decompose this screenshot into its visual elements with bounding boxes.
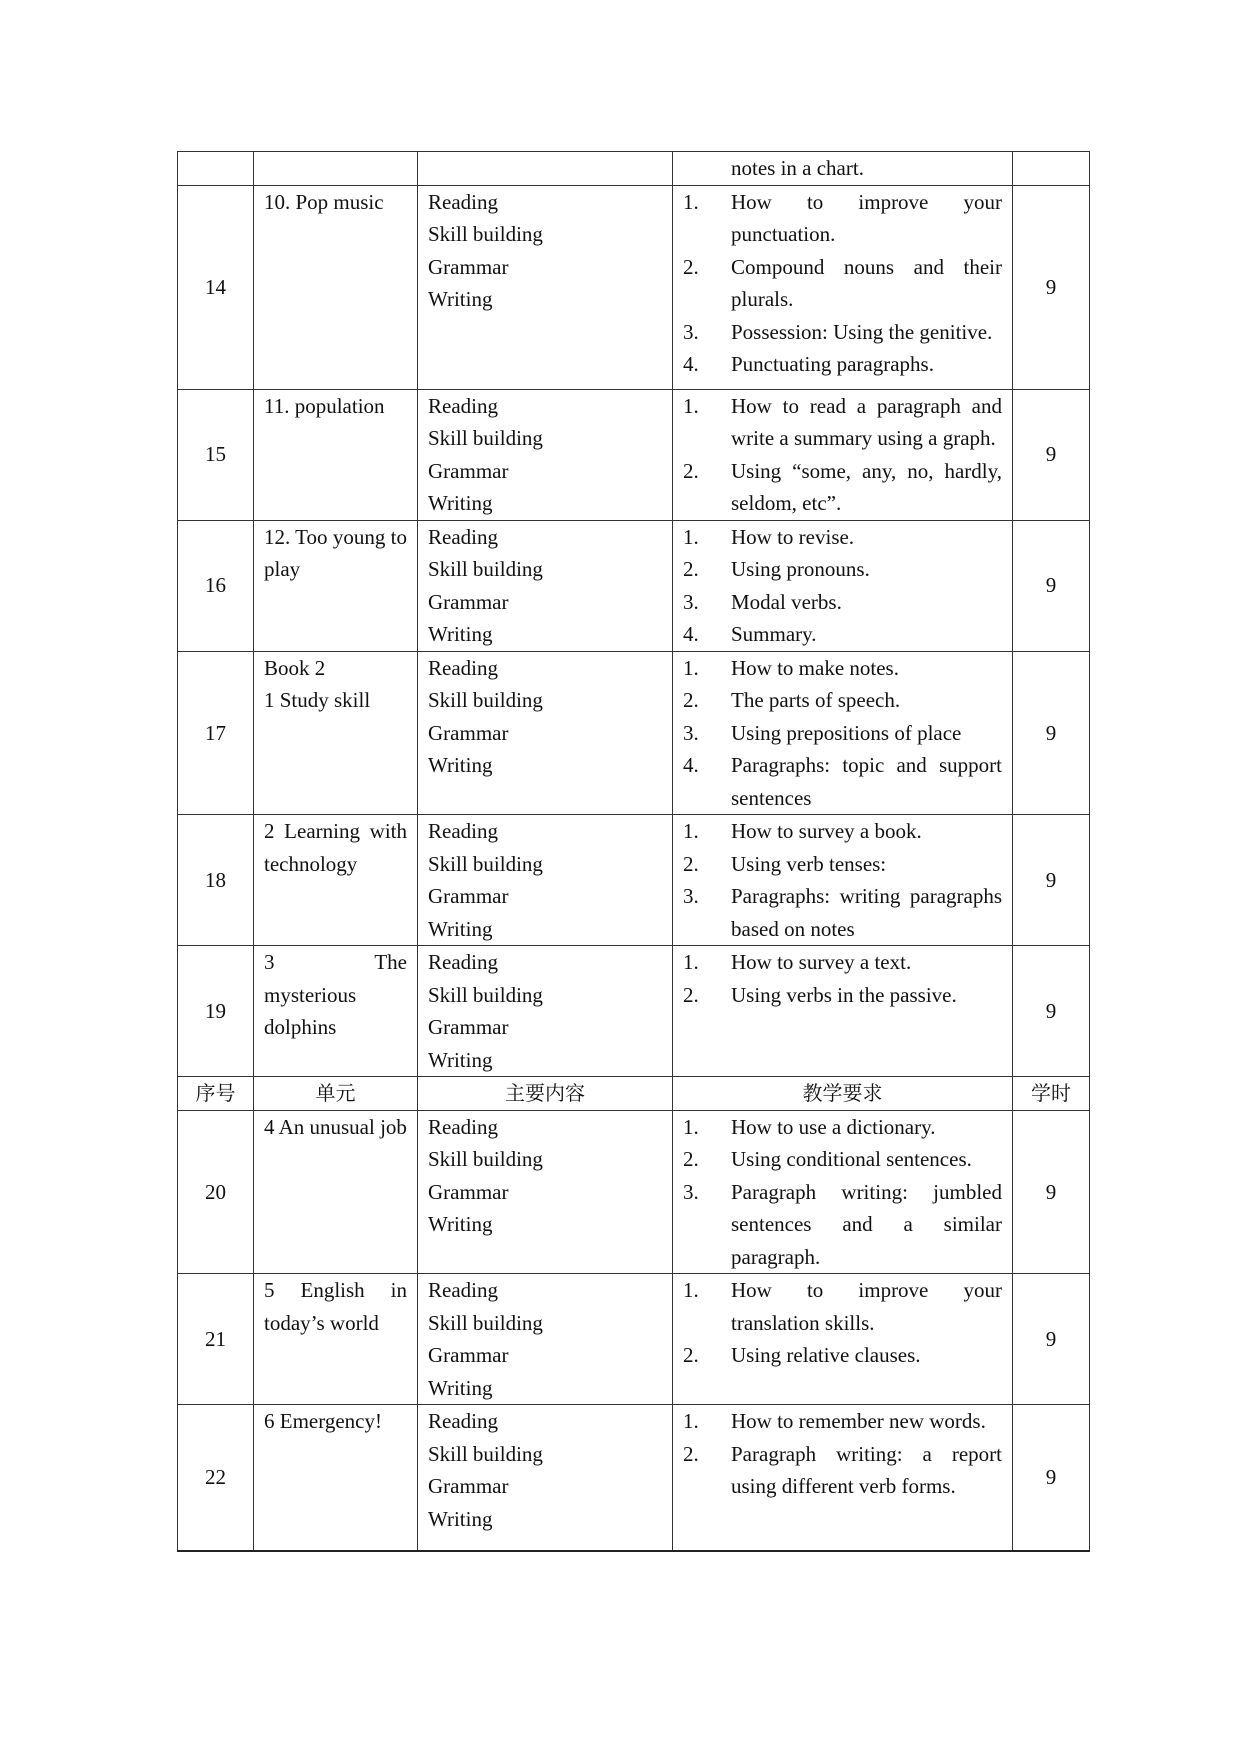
- requirement-number: 3.: [683, 319, 699, 344]
- content-item: Skill building: [428, 688, 543, 712]
- requirement-number: 1.: [683, 950, 699, 974]
- table-row: [178, 815, 1090, 946]
- requirements-list: [683, 390, 1002, 520]
- requirement-item: [683, 1176, 1002, 1274]
- hours-value: 9: [1013, 651, 1090, 815]
- requirement-item: [683, 1405, 1002, 1438]
- content-cell: [418, 389, 673, 520]
- content-item: Grammar: [428, 720, 509, 745]
- requirement-text: How to remember new words.: [731, 1409, 986, 1433]
- header-requirements: 教学要求: [673, 1077, 1013, 1111]
- requirement-text: How to improve your punctuation.: [731, 189, 1002, 246]
- content-item: Grammar: [428, 1343, 509, 1367]
- hours-value: 9: [1013, 1274, 1090, 1405]
- unit-name: 5 English in today’s world: [264, 1278, 407, 1335]
- unit-name: 2 Learning with technology: [264, 819, 407, 876]
- requirements-cell: [673, 185, 1013, 389]
- requirement-text: Using conditional sentences.: [731, 1147, 972, 1171]
- requirements-cell: [673, 520, 1013, 651]
- table-header-row: [178, 1077, 1090, 1111]
- content-item: Skill building: [428, 426, 543, 450]
- requirements-list: [683, 521, 1002, 651]
- requirement-item: [683, 1438, 1002, 1503]
- hours-value: 9: [1013, 946, 1090, 1077]
- content-item: Reading: [428, 950, 498, 974]
- requirement-text: Possession: Using the genitive.: [731, 319, 993, 344]
- unit-cell: [254, 152, 418, 186]
- requirements-list: [683, 815, 1002, 945]
- content-cell: [418, 1110, 673, 1274]
- requirement-item: [683, 455, 1002, 520]
- requirement-text: Using pronouns.: [731, 557, 870, 581]
- requirement-item: [683, 946, 1002, 979]
- row-number: 22: [178, 1405, 254, 1551]
- requirement-number: 1.: [683, 524, 699, 549]
- requirement-item: [683, 684, 1002, 717]
- requirements-cell: [673, 1274, 1013, 1405]
- requirement-number: 1.: [683, 1114, 699, 1139]
- requirement-item: [683, 848, 1002, 881]
- content-item: Grammar: [428, 458, 509, 483]
- requirement-number: 2.: [683, 982, 699, 1007]
- requirement-text: How to survey a text.: [731, 950, 912, 974]
- unit-cell: [254, 1405, 418, 1551]
- header-content: 主要内容: [418, 1077, 673, 1111]
- requirement-item: [683, 1339, 1002, 1372]
- requirement-text: Using verbs in the passive.: [731, 982, 957, 1007]
- unit-cell: [254, 389, 418, 520]
- requirement-text: Compound nouns and their plurals.: [731, 254, 1002, 311]
- requirements-list: [683, 946, 1002, 1011]
- requirement-text: Using “some, any, no, hardly, seldom, etc”.: [731, 458, 1002, 515]
- requirement-number: 1.: [683, 1409, 699, 1433]
- requirement-number: 4.: [683, 622, 699, 646]
- header-hours: 学时: [1013, 1077, 1090, 1111]
- requirement-number: 2.: [683, 557, 699, 581]
- content-item: Reading: [428, 189, 498, 214]
- requirement-item: [683, 251, 1002, 316]
- content-item: Grammar: [428, 589, 509, 614]
- unit-cell: [254, 520, 418, 651]
- content-cell: [418, 946, 673, 1077]
- content-item: Writing: [428, 622, 493, 646]
- table-row: [178, 389, 1090, 520]
- unit-cell: [254, 815, 418, 946]
- table-row: [178, 1274, 1090, 1405]
- content-item: Writing: [428, 491, 493, 515]
- requirement-number: 4.: [683, 352, 699, 376]
- requirement-number: 2.: [683, 254, 699, 279]
- row-number: 19: [178, 946, 254, 1077]
- requirement-text: Paragraph writing: jumbled sentences and a similar paragraph.: [731, 1179, 1002, 1269]
- row-number: 14: [178, 185, 254, 389]
- requirement-number: 2.: [683, 851, 699, 876]
- row-number: 20: [178, 1110, 254, 1274]
- requirement-number: 1.: [683, 189, 699, 214]
- row-number: 15: [178, 389, 254, 520]
- requirement-text: Paragraph writing: a report using different verb forms.: [731, 1441, 1002, 1498]
- requirement-item: [683, 1274, 1002, 1339]
- unit-name: 11. population: [264, 393, 385, 418]
- content-item: Grammar: [428, 1015, 509, 1039]
- requirement-item: [683, 186, 1002, 251]
- unit-name: 4 An unusual job: [264, 1114, 407, 1139]
- hours-value: 9: [1013, 520, 1090, 651]
- content-item: Grammar: [428, 1474, 509, 1498]
- requirement-item: [683, 521, 1002, 554]
- requirement-text: How to read a paragraph and write a summary using a graph.: [731, 393, 1002, 450]
- requirements-list: [683, 1111, 1002, 1274]
- row-number: 21: [178, 1274, 254, 1405]
- content-item: Writing: [428, 1506, 493, 1531]
- requirement-item: [683, 815, 1002, 848]
- content-item: Reading: [428, 1114, 498, 1139]
- requirements-cell: [673, 946, 1013, 1077]
- requirements-cell: [673, 152, 1013, 186]
- content-item: Writing: [428, 287, 493, 311]
- requirement-text: How to revise.: [731, 524, 855, 549]
- requirement-item: [683, 652, 1002, 685]
- content-item: Skill building: [428, 1147, 543, 1171]
- requirement-text: Summary.: [731, 622, 817, 646]
- content-item: Grammar: [428, 884, 509, 908]
- requirements-cell: [673, 815, 1013, 946]
- requirement-text: How to improve your translation skills.: [731, 1278, 1002, 1335]
- content-item: Skill building: [428, 557, 543, 581]
- requirement-number: 2.: [683, 688, 699, 712]
- requirement-number: 1.: [683, 655, 699, 680]
- requirement-text: Using relative clauses.: [731, 1343, 921, 1367]
- requirements-cell: [673, 1110, 1013, 1274]
- requirement-item: [683, 390, 1002, 455]
- content-cell: [418, 185, 673, 389]
- content-item: Reading: [428, 1278, 498, 1302]
- requirement-item: [683, 749, 1002, 814]
- continuation-text: notes in a chart.: [731, 156, 864, 180]
- content-item: Skill building: [428, 1441, 543, 1466]
- table-row: [178, 946, 1090, 1077]
- requirement-number: 3.: [683, 1179, 699, 1204]
- content-item: Writing: [428, 916, 493, 941]
- row-number: 17: [178, 651, 254, 815]
- unit-line: Book 2: [264, 655, 326, 680]
- table-row: [178, 1405, 1090, 1551]
- requirement-text: Punctuating paragraphs.: [731, 352, 934, 376]
- syllabus-table: [177, 151, 1090, 1552]
- requirement-item: [683, 316, 1002, 349]
- requirement-text: The parts of speech.: [731, 688, 901, 712]
- content-cell: [418, 1274, 673, 1405]
- content-item: Skill building: [428, 1310, 543, 1335]
- unit-name: 6 Emergency!: [264, 1409, 382, 1433]
- requirement-item: [683, 1143, 1002, 1176]
- syllabus-body: [178, 152, 1090, 1551]
- content-cell: [418, 520, 673, 651]
- header-no: 序号: [178, 1077, 254, 1111]
- hours-value: 9: [1013, 185, 1090, 389]
- unit-cell: [254, 185, 418, 389]
- content-cell: [418, 651, 673, 815]
- content-item: Writing: [428, 1375, 493, 1400]
- content-item: Skill building: [428, 222, 543, 246]
- requirement-item: [683, 880, 1002, 945]
- requirement-number: 2.: [683, 1147, 699, 1171]
- content-cell: [418, 152, 673, 186]
- content-item: Writing: [428, 753, 493, 777]
- content-cell: [418, 815, 673, 946]
- requirement-item: [683, 618, 1002, 651]
- requirement-text: How to make notes.: [731, 655, 899, 680]
- requirement-number: 4.: [683, 753, 699, 777]
- header-unit: 单元: [254, 1077, 418, 1111]
- unit-name: 3 The mysterious dolphins: [264, 950, 407, 1039]
- hours-value: 9: [1013, 1110, 1090, 1274]
- content-item: Reading: [428, 1409, 498, 1433]
- requirement-item: [683, 586, 1002, 619]
- requirement-item: [683, 348, 1002, 381]
- requirements-list: [683, 1274, 1002, 1372]
- requirement-item: [683, 1111, 1002, 1144]
- requirements-list: [683, 186, 1002, 381]
- requirement-text: How to use a dictionary.: [731, 1114, 936, 1139]
- requirement-text: Using verb tenses:: [731, 851, 887, 876]
- row-number: 16: [178, 520, 254, 651]
- requirement-number: 3.: [683, 589, 699, 614]
- unit-cell: [254, 1110, 418, 1274]
- content-item: Writing: [428, 1047, 493, 1072]
- requirement-item: [683, 717, 1002, 750]
- requirement-item: [683, 553, 1002, 586]
- no-cell: [178, 152, 254, 186]
- content-item: Skill building: [428, 851, 543, 876]
- requirement-number: 2.: [683, 458, 699, 483]
- table-row: [178, 1110, 1090, 1274]
- content-item: Skill building: [428, 982, 543, 1007]
- table-row: [178, 185, 1090, 389]
- unit-line: 1 Study skill: [264, 688, 371, 712]
- requirements-list: [683, 652, 1002, 815]
- requirement-text: Modal verbs.: [731, 589, 842, 614]
- content-item: Reading: [428, 819, 498, 843]
- hours-value: 9: [1013, 815, 1090, 946]
- requirement-text: Paragraphs: topic and support sentences: [731, 753, 1002, 810]
- hours-cell: [1013, 152, 1090, 186]
- requirements-cell: [673, 651, 1013, 815]
- hours-value: 9: [1013, 1405, 1090, 1551]
- unit-name: 10. Pop music: [264, 189, 384, 214]
- table-row: [178, 520, 1090, 651]
- requirements-list: [683, 1405, 1002, 1503]
- requirements-cell: [673, 389, 1013, 520]
- content-item: Reading: [428, 393, 498, 418]
- content-item: Writing: [428, 1212, 493, 1236]
- continuation-row: [178, 152, 1090, 186]
- content-cell: [418, 1405, 673, 1551]
- table-row: [178, 651, 1090, 815]
- content-item: Grammar: [428, 254, 509, 279]
- requirement-number: 1.: [683, 393, 699, 418]
- content-item: Grammar: [428, 1179, 509, 1204]
- row-number: 18: [178, 815, 254, 946]
- requirement-text: How to survey a book.: [731, 819, 922, 843]
- unit-name: 12. Too young to play: [264, 524, 407, 581]
- content-item: Reading: [428, 524, 498, 549]
- requirement-item: [683, 979, 1002, 1012]
- unit-cell: [254, 651, 418, 815]
- requirement-number: 1.: [683, 1278, 699, 1302]
- requirement-number: 2.: [683, 1343, 699, 1367]
- requirements-cell: [673, 1405, 1013, 1551]
- unit-cell: [254, 946, 418, 1077]
- content-item: Reading: [428, 655, 498, 680]
- requirement-text: Paragraphs: writing paragraphs based on notes: [731, 884, 1002, 941]
- requirement-number: 3.: [683, 884, 699, 908]
- unit-cell: [254, 1274, 418, 1405]
- requirement-number: 2.: [683, 1441, 699, 1466]
- hours-value: 9: [1013, 389, 1090, 520]
- requirement-number: 1.: [683, 819, 699, 843]
- requirement-text: Using prepositions of place: [731, 720, 962, 745]
- requirement-number: 3.: [683, 720, 699, 745]
